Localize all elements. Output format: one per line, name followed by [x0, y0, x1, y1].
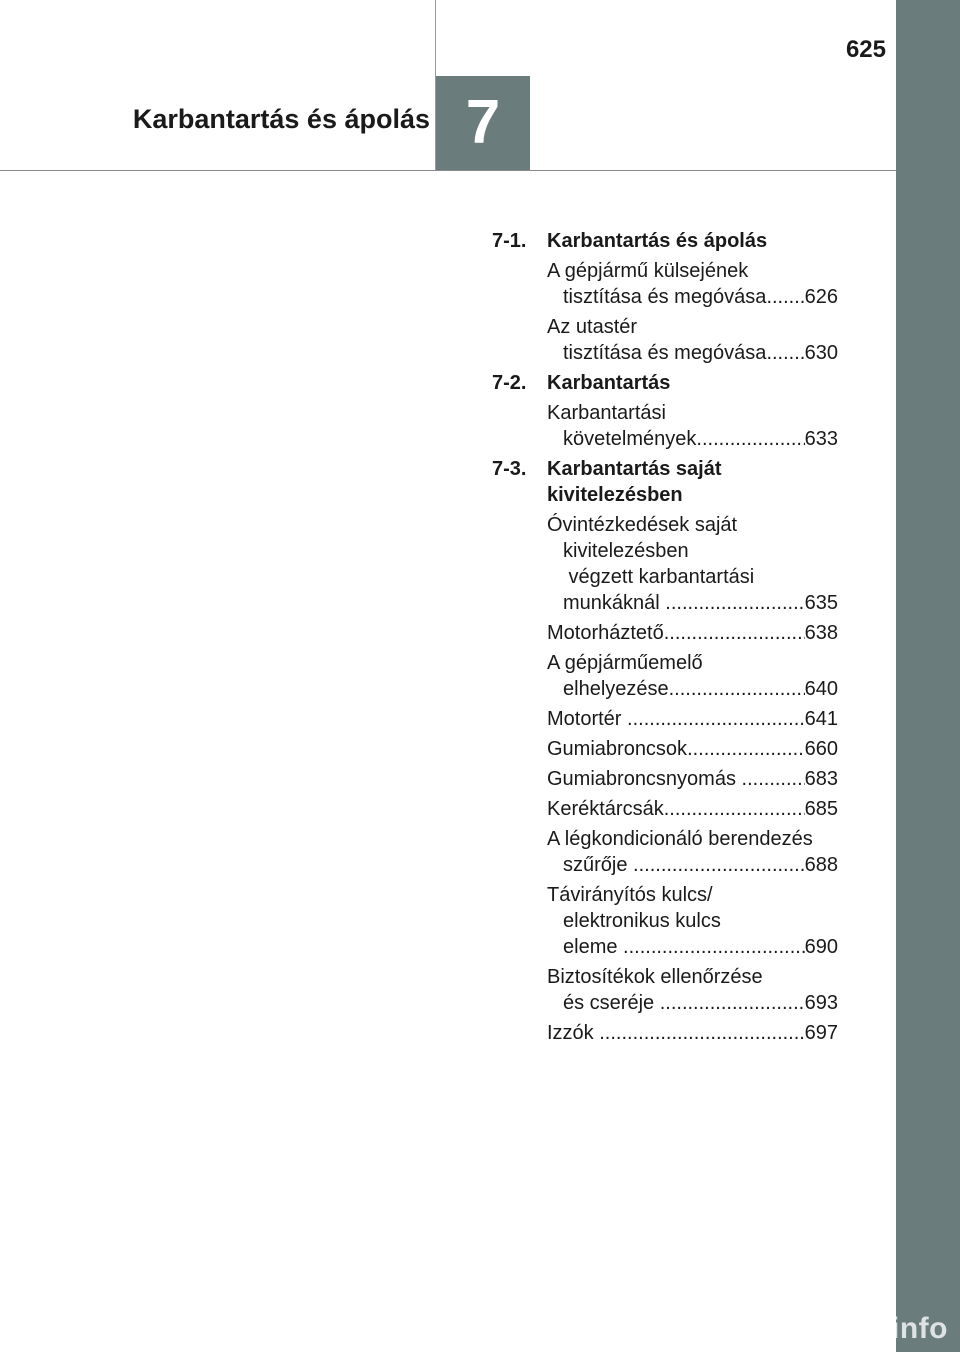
toc-section-title-line: Karbantartás és ápolás: [547, 230, 768, 252]
toc-section: [492, 456, 838, 508]
toc-entry-text: Motorháztető: [547, 622, 664, 644]
toc-entry-text: Biztosítékok ellenőrzése: [547, 966, 763, 988]
toc-entry-text: Gumiabroncsok: [547, 738, 688, 760]
toc-page-number: 693: [804, 992, 838, 1014]
toc-page-number: 638: [804, 622, 838, 644]
toc-section-title-line: Karbantartás saját: [547, 458, 722, 480]
toc-leader-dots: [742, 766, 805, 792]
toc-entry-text: Távirányítós kulcs/: [547, 884, 713, 906]
toc-page-number: 635: [804, 592, 838, 614]
toc-page-number: 640: [804, 678, 838, 700]
toc-section-title: [547, 370, 838, 396]
toc-leader-dots: [633, 852, 805, 878]
toc-leader-dots: [687, 736, 805, 762]
toc-leader-dots: [766, 340, 804, 366]
toc-entry-text: és cseréje: [563, 992, 660, 1014]
toc-leader-dots: [766, 284, 804, 310]
toc-page-number: 690: [804, 936, 838, 958]
header-rule: [0, 170, 896, 171]
toc-entry[interactable]: [492, 620, 838, 646]
toc-entry[interactable]: [492, 314, 838, 366]
toc-page-number: 685: [804, 798, 838, 820]
toc-leader-dots: [660, 990, 805, 1016]
toc-entry-text: Az utastér: [547, 316, 638, 338]
toc-entry-text: Karbantartási: [547, 402, 666, 424]
toc-leader-dots: [623, 934, 805, 960]
toc-entry-text: Keréktárcsák: [547, 798, 664, 820]
toc-page-number: 630: [804, 342, 838, 364]
toc-leader-dots: [696, 426, 804, 452]
toc-section: [492, 370, 838, 396]
toc-leader-dots: [664, 620, 805, 646]
toc-page-number: 697: [804, 1022, 838, 1044]
toc-entry-text: tisztítása és megóvása: [563, 342, 767, 364]
toc-entry[interactable]: [492, 400, 838, 452]
toc-entry-text: eleme: [563, 936, 624, 958]
toc-entry-text: Izzók: [547, 1022, 600, 1044]
toc-entry[interactable]: [492, 796, 838, 822]
toc-entry[interactable]: [492, 258, 838, 310]
table-of-contents: [492, 228, 838, 1050]
toc-entry-text: elhelyezése: [563, 678, 669, 700]
toc-entry-text: szűrője: [563, 854, 634, 876]
toc-section-title: [547, 228, 838, 254]
toc-section-number: 7-3.: [492, 458, 527, 480]
toc-section-title: [547, 456, 838, 508]
toc-entry-text: tisztítása és megóvása: [563, 286, 767, 308]
toc-leader-dots: [665, 590, 804, 616]
watermark: carmanualsonline.info: [619, 1312, 948, 1345]
toc-page-number: 633: [804, 428, 838, 450]
page-number: 625: [845, 36, 886, 63]
toc-section-title-line: Karbantartás: [547, 372, 671, 394]
toc-entry-text: munkáknál: [563, 592, 666, 614]
toc-entry[interactable]: [492, 964, 838, 1016]
toc-entry-text: Motortér: [547, 708, 628, 730]
toc-entry-text: végzett karbantartási: [563, 566, 755, 588]
toc-entry-text: Óvintézkedések saját: [547, 514, 738, 536]
toc-entry[interactable]: [492, 512, 838, 616]
toc-entry[interactable]: [492, 1020, 838, 1046]
toc-leader-dots: [627, 706, 805, 732]
toc-entry-text: Gumiabroncsnyomás: [547, 768, 742, 790]
toc-entry[interactable]: [492, 736, 838, 762]
chapter-number-block: 7: [436, 76, 530, 170]
toc-page-number: 641: [804, 708, 838, 730]
toc-entry[interactable]: [492, 882, 838, 960]
toc-entry[interactable]: [492, 826, 838, 878]
toc-section: [492, 228, 838, 254]
toc-entry-text: A légkondicionáló berendezés: [547, 828, 813, 850]
toc-leader-dots: [669, 676, 805, 702]
toc-entry[interactable]: [492, 650, 838, 702]
toc-entry-text: kivitelezésben: [563, 540, 689, 562]
toc-section-number: 7-2.: [492, 372, 527, 394]
toc-leader-dots: [664, 796, 805, 822]
toc-page-number: 626: [804, 286, 838, 308]
toc-entry-text: A gépjármű külsejének: [547, 260, 749, 282]
toc-page-number: 688: [804, 854, 838, 876]
toc-section-title-line: kivitelezésben: [547, 484, 683, 506]
toc-page-number: 683: [804, 768, 838, 790]
toc-leader-dots: [599, 1020, 804, 1046]
toc-page-number: 660: [804, 738, 838, 760]
toc-entry-text: A gépjárműemelő: [547, 652, 703, 674]
toc-entry[interactable]: [492, 766, 838, 792]
toc-section-number: 7-1.: [492, 230, 527, 252]
toc-entry[interactable]: [492, 706, 838, 732]
chapter-title: Karbantartás és ápolás: [132, 104, 430, 134]
chapter-side-tab: [896, 0, 960, 1352]
toc-entry-text: elektronikus kulcs: [563, 910, 721, 932]
toc-entry-text: követelmények: [563, 428, 697, 450]
